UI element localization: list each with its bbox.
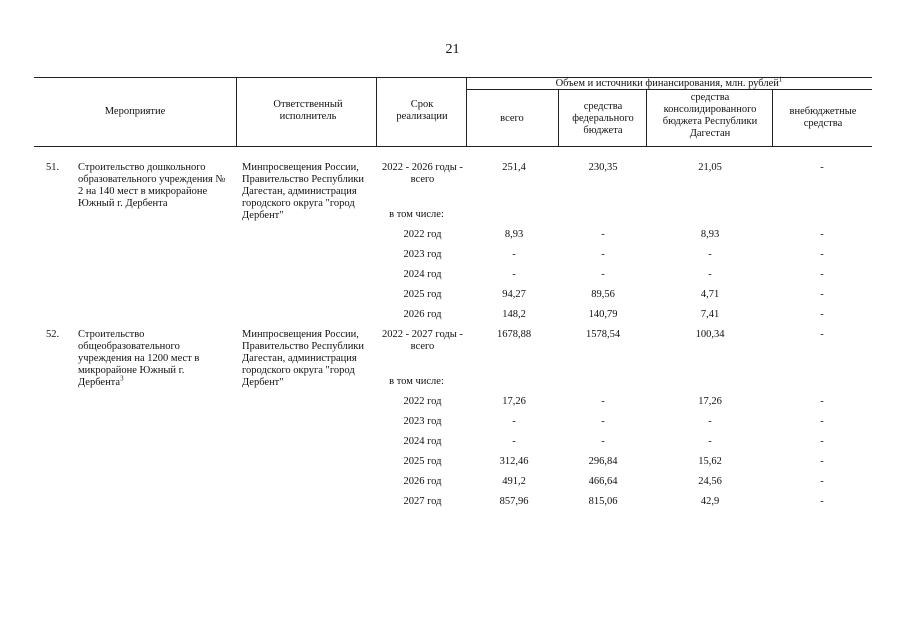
row-event-text: Строительство дошкольного образовательного учреждения № 2 на 140 мест в микрорайоне Южный г. Дербента	[78, 162, 226, 209]
year-extra: -	[820, 396, 824, 407]
year-republic: 42,9	[700, 496, 720, 507]
year-all: 857,96	[499, 496, 529, 507]
year-republic: 24,56	[698, 476, 722, 487]
row-in-total-label: в том числе:	[389, 376, 444, 387]
row-in-total-label: в том числе:	[389, 209, 444, 220]
header-financing-footnote: 1	[778, 75, 783, 84]
year-federal: -	[601, 249, 605, 260]
year-label: 2024 год	[403, 436, 442, 447]
row-event	[78, 329, 232, 389]
row-event-text: Строительство общеобразовательного учреждения на 1200 мест в микрорайоне Южный г. Дербента	[78, 329, 200, 388]
header-financing-label: Объем и источники финансирования, млн. рублей	[555, 78, 779, 89]
year-republic: 8,93	[700, 229, 720, 240]
year-federal: -	[601, 269, 605, 280]
row-period: 2022 - 2027 годы - всего	[382, 329, 463, 352]
year-all: -	[512, 249, 516, 260]
year-all: 8,93	[504, 229, 524, 240]
header-total: всего	[500, 113, 524, 124]
col-divider-1	[236, 77, 237, 146]
year-extra: -	[820, 309, 824, 320]
row-event-footnote: 3	[120, 374, 124, 383]
year-label: 2026 год	[403, 309, 442, 320]
row-total-republic: 100,34	[695, 329, 725, 340]
year-label: 2026 год	[403, 476, 442, 487]
year-extra: -	[820, 229, 824, 240]
year-republic: -	[708, 416, 712, 427]
year-extra: -	[820, 269, 824, 280]
row-number: 51.	[46, 162, 60, 173]
year-federal: 89,56	[591, 289, 615, 300]
year-federal: 466,64	[588, 476, 618, 487]
row-total-extra: -	[820, 329, 824, 340]
year-republic: 15,62	[698, 456, 722, 467]
year-all: 17,26	[502, 396, 526, 407]
row-total-federal: 1578,54	[585, 329, 621, 340]
year-federal: -	[601, 416, 605, 427]
year-label: 2022 год	[403, 396, 442, 407]
header-period: Срок реализации	[396, 99, 448, 122]
col-divider-6	[772, 89, 773, 146]
year-extra: -	[820, 496, 824, 507]
year-federal: 815,06	[588, 496, 618, 507]
table-header-bottom-border	[34, 146, 872, 147]
col-divider-2	[376, 77, 377, 146]
header-responsible: Ответственный исполнитель	[273, 99, 343, 122]
row-total-republic: 21,05	[698, 162, 722, 173]
row-total-all: 251,4	[502, 162, 526, 173]
year-republic: 4,71	[700, 289, 720, 300]
row-number: 52.	[46, 329, 60, 340]
year-label: 2025 год	[403, 456, 442, 467]
year-republic: -	[708, 249, 712, 260]
year-federal: 140,79	[588, 309, 618, 320]
year-federal: -	[601, 396, 605, 407]
row-total-all: 1678,88	[496, 329, 532, 340]
year-label: 2027 год	[403, 496, 442, 507]
year-extra: -	[820, 249, 824, 260]
year-extra: -	[820, 456, 824, 467]
year-extra: -	[820, 476, 824, 487]
year-label: 2023 год	[403, 416, 442, 427]
year-republic: -	[708, 436, 712, 447]
year-republic: -	[708, 269, 712, 280]
year-all: 491,2	[502, 476, 526, 487]
year-all: -	[512, 269, 516, 280]
col-divider-4	[558, 89, 559, 146]
year-label: 2024 год	[403, 269, 442, 280]
year-extra: -	[820, 436, 824, 447]
row-event	[78, 162, 232, 210]
header-extrabudget: внебюджетные средства	[789, 106, 857, 129]
col-divider-5	[646, 89, 647, 146]
row-period: 2022 - 2026 годы - всего	[382, 162, 463, 185]
year-all: 148,2	[502, 309, 526, 320]
header-federal: средства федерального бюджета	[572, 101, 634, 136]
header-republic: средства консолидированного бюджета Республики Дагестан	[662, 92, 758, 139]
header-financing-group	[466, 75, 872, 90]
year-all: -	[512, 416, 516, 427]
year-label: 2025 год	[403, 289, 442, 300]
year-all: 94,27	[502, 289, 526, 300]
year-republic: 7,41	[700, 309, 720, 320]
year-extra: -	[820, 289, 824, 300]
year-all: -	[512, 436, 516, 447]
year-federal: -	[601, 436, 605, 447]
header-event: Мероприятие	[104, 106, 166, 117]
page-number: 21	[445, 42, 460, 57]
year-federal: 296,84	[588, 456, 618, 467]
year-label: 2022 год	[403, 229, 442, 240]
year-extra: -	[820, 416, 824, 427]
year-label: 2023 год	[403, 249, 442, 260]
year-all: 312,46	[499, 456, 529, 467]
row-total-extra: -	[820, 162, 824, 173]
year-federal: -	[601, 229, 605, 240]
row-responsible: Минпросвещения России, Правительство Республики Дагестан, администрация городского округа "город Дербент"	[242, 162, 365, 221]
year-republic: 17,26	[698, 396, 722, 407]
row-total-federal: 230,35	[588, 162, 618, 173]
row-responsible: Минпросвещения России, Правительство Республики Дагестан, администрация городского округа "город Дербент"	[242, 329, 365, 388]
